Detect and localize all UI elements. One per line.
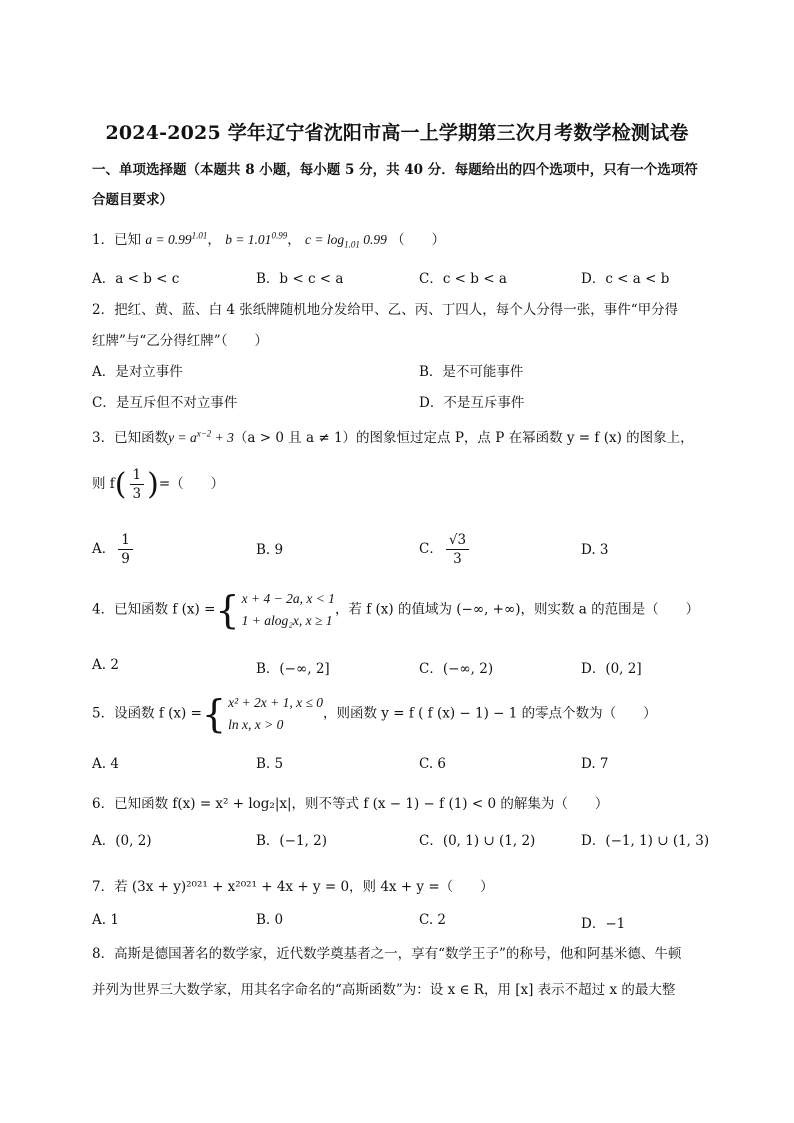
question-1: 1．已知 $a = 0.99^{1.01}$， $b = 1.01^{0.99}$， $c = \log_{1.01} 0.99$ （ ）	[92, 230, 446, 250]
q2-option-a: A．是对立事件	[92, 364, 183, 380]
question-4: 4．已知函数 f (x) = { x + 4 − 2a, x < 1 1 + alog₂x, x ≥ 1 ，若 f (x) 的值域为 (−∞, +∞)，则实数 a 的范围是（ ）	[92, 588, 700, 632]
section-heading: 一、单项选择题（本题共 8 小题，每小题 5 分，共 40 分．每题给出的四个选项中，只有一个选项符合题目要求）	[92, 162, 698, 208]
q4-option-d: D．(0, 2]	[581, 661, 642, 677]
q2-option-d: D．不是互斥事件	[419, 395, 525, 411]
q4-piecewise: { x + 4 − 2a, x < 1 1 + alog₂x, x ≥ 1	[215, 588, 335, 632]
q1-option-a: A．a < b < c	[92, 271, 180, 287]
q7-option-d: D．−1	[581, 916, 626, 932]
q1-option-b: B．b < c < a	[256, 271, 344, 287]
q3-option-b: B. 9	[256, 542, 284, 558]
q3-function-expr: $y = a^{x-2} + 3$	[168, 428, 234, 445]
question-7: 7．若 (3x + y)²⁰²¹ + x²⁰²¹ + 4x + y = 0，则 4x + y =（ ）	[92, 879, 494, 895]
q3-fraction: $\frac{1}{3}$	[130, 466, 145, 503]
q4-option-b: B．(−∞, 2]	[256, 661, 330, 677]
q6-option-a: A．(0, 2)	[92, 833, 152, 849]
q4-option-a: A. 2	[92, 657, 119, 673]
q4-option-c: C．(−∞, 2)	[419, 661, 494, 677]
q2-option-c: C．是互斥但不对立事件	[92, 395, 238, 411]
q6-option-d: D．(−1, 1) ∪ (1, 3)	[581, 833, 710, 849]
question-2-line1: 2．把红、黄、蓝、白 4 张纸牌随机地分发给甲、乙、丙、丁四人，每个人分得一张，事件“甲分得	[92, 302, 679, 318]
q5-option-a: A. 4	[92, 756, 119, 772]
q5-option-b: B. 5	[256, 756, 284, 772]
question-5: 5．设函数 f (x) = { x² + 2x + 1, x ≤ 0 ln x, x > 0 ，则函数 y = f ( f (x) − 1) − 1 的零点个数为（ ）	[92, 692, 657, 736]
q1-option-d: D．c < a < b	[581, 271, 670, 287]
page-title: 2024-2025 学年辽宁省沈阳市高一上学期第三次月考数学检测试卷	[105, 122, 689, 144]
q5-piecewise: { x² + 2x + 1, x ≤ 0 ln x, x > 0	[201, 692, 324, 736]
q5-option-c: C. 6	[419, 756, 447, 772]
q1-b-expr: $b = 1.01^{0.99}$	[225, 230, 288, 247]
q1-option-c: C．c < b < a	[419, 271, 507, 287]
question-8-line2: 并列为世界三大数学家，用其名字命名的“高斯函数”为：设 x ∈ R，用 [x] 表示不超过 x 的最大整	[92, 982, 676, 998]
q7-option-b: B. 0	[256, 912, 284, 928]
q1-prefix: 1．已知	[92, 232, 142, 248]
q7-option-a: A. 1	[92, 912, 119, 928]
question-3-line1: 3．已知函数$y = a^{x-2} + 3(a > 0$ 且 a ≠ 1）的图象恒过定点 P，点 P 在幂函数 y = f (x) 的图象上，	[92, 428, 694, 446]
q7-option-c: C. 2	[419, 912, 447, 928]
q1-c-expr: $c = \log_{1.01} 0.99$	[304, 232, 387, 250]
q5-option-d: D. 7	[581, 756, 609, 772]
q1-a-expr: $a = 0.99^{1.01}$	[145, 230, 208, 247]
q6-option-c: C．(0, 1) ∪ (1, 2)	[419, 833, 536, 849]
question-3-line2: 则 f( $\frac{1}{3}$ )=（ ）	[92, 467, 225, 502]
q3-option-d: D. 3	[581, 542, 609, 558]
question-8-line1: 8．高斯是德国著名的数学家，近代数学奠基者之一，享有“数学王子”的称号，他和阿基米德、牛顿	[92, 946, 682, 962]
question-2-line2: 红牌”与“乙分得红牌”（ ）	[92, 333, 268, 349]
q1-paren: （ ）	[391, 232, 446, 248]
q6-option-b: B．(−1, 2)	[256, 833, 328, 849]
q3-option-a: A． $\frac{1}{9}$	[92, 531, 136, 568]
question-6: 6．已知函数 f(x) = x² + log₂|x|，则不等式 f (x − 1) − f (1) < 0 的解集为（ ）	[92, 796, 609, 812]
q3-option-c: C． $\frac{√3}{3}$	[419, 531, 472, 568]
q2-option-b: B．是不可能事件	[419, 364, 524, 380]
